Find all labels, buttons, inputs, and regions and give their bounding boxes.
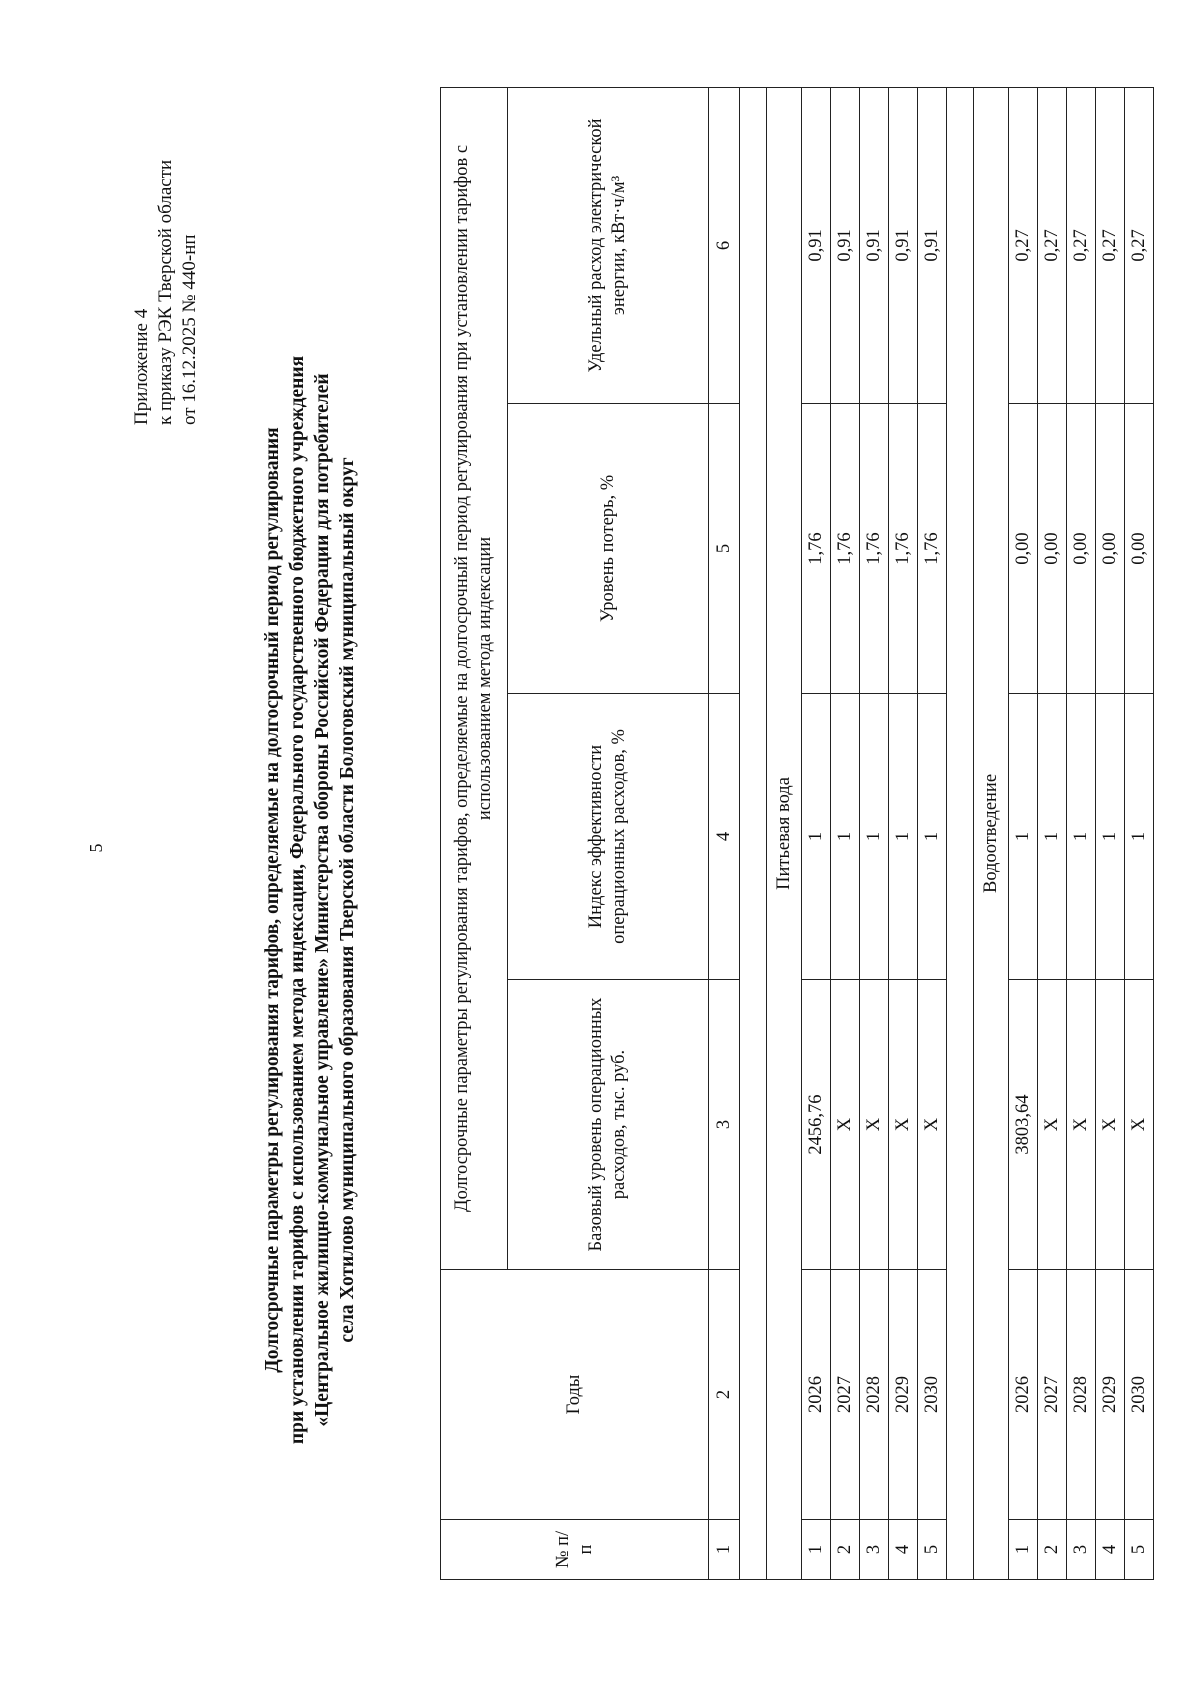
row-base-opex: 2456,76 (802, 980, 831, 1270)
row-loss-level: 1,76 (802, 404, 831, 694)
row-efficiency-index: 1 (1009, 694, 1038, 980)
table-row (860, 87, 889, 1579)
row-number: 1 (1009, 1520, 1038, 1580)
row-year: 2026 (1009, 1270, 1038, 1520)
table-row (889, 87, 918, 1579)
row-year: 2029 (889, 1270, 918, 1520)
row-energy-consumption: 0,91 (889, 87, 918, 403)
header-year: Годы (441, 1270, 709, 1520)
row-year: 2027 (1038, 1270, 1067, 1520)
row-year: 2026 (802, 1270, 831, 1520)
row-base-opex: 3803,64 (1009, 980, 1038, 1270)
title-line: Долгосрочные параметры регулирования тарифов, определяемые на долгосрочный период регулирования (262, 427, 283, 1373)
row-efficiency-index: 1 (831, 694, 860, 980)
table-body (709, 87, 1154, 1579)
section-title: Водоотведение (974, 87, 1009, 1579)
spacer-cell (947, 87, 974, 1579)
row-loss-level: 1,76 (860, 404, 889, 694)
appendix-reference (130, 85, 202, 425)
title-line: «Центральное жилищно-коммунальное управление» Министерства обороны Российской Федерации для потребителей (312, 373, 333, 1427)
row-loss-level: 1,76 (889, 404, 918, 694)
row-loss-level: 0,00 (1038, 404, 1067, 694)
row-energy-consumption: 0,91 (831, 87, 860, 403)
row-efficiency-index: 1 (1096, 694, 1125, 980)
table-row (1067, 87, 1096, 1579)
spacer-cell (740, 87, 767, 1579)
table-row (802, 87, 831, 1579)
column-number: 6 (709, 87, 740, 403)
page-number: 5 (86, 843, 106, 853)
column-number: 5 (709, 404, 740, 694)
section-row (767, 87, 802, 1579)
row-energy-consumption: 0,91 (918, 87, 947, 403)
row-year: 2028 (860, 1270, 889, 1520)
row-base-opex: X (860, 980, 889, 1270)
column-number: 2 (709, 1270, 740, 1520)
row-efficiency-index: 1 (1038, 694, 1067, 980)
table-row (918, 87, 947, 1579)
row-number: 2 (1038, 1520, 1067, 1580)
column-number: 1 (709, 1520, 740, 1580)
tariff-parameters-table (440, 87, 1154, 1580)
document-title (260, 230, 360, 1570)
appendix-line: к приказу РЭК Тверской области (155, 159, 176, 425)
row-energy-consumption: 0,27 (1096, 87, 1125, 403)
row-year: 2030 (918, 1270, 947, 1520)
row-number: 3 (860, 1520, 889, 1580)
row-loss-level: 0,00 (1096, 404, 1125, 694)
row-efficiency-index: 1 (1067, 694, 1096, 980)
header-loss-level: Уровень потерь, % (508, 404, 709, 694)
row-loss-level: 1,76 (831, 404, 860, 694)
row-base-opex: X (918, 980, 947, 1270)
column-number: 4 (709, 694, 740, 980)
row-base-opex: X (831, 980, 860, 1270)
row-energy-consumption: 0,27 (1038, 87, 1067, 403)
table-row (1096, 87, 1125, 1579)
row-efficiency-index: 1 (802, 694, 831, 980)
row-energy-consumption: 0,27 (1067, 87, 1096, 403)
row-number: 2 (831, 1520, 860, 1580)
header-energy-consumption: Удельный расход электрической энергии, кВт·ч/м³ (508, 87, 709, 403)
row-energy-consumption: 0,27 (1009, 87, 1038, 403)
row-efficiency-index: 1 (918, 694, 947, 980)
row-energy-consumption: 0,91 (860, 87, 889, 403)
row-energy-consumption: 0,91 (802, 87, 831, 403)
row-year: 2027 (831, 1270, 860, 1520)
row-number: 3 (1067, 1520, 1096, 1580)
header-number: № п/п (441, 1520, 709, 1580)
column-number: 3 (709, 980, 740, 1270)
row-base-opex: X (1067, 980, 1096, 1270)
row-number: 5 (918, 1520, 947, 1580)
title-line: села Хотилово муниципального образования Тверской области Бологовский муниципальный округ (337, 457, 358, 1343)
row-year: 2030 (1125, 1270, 1154, 1520)
row-efficiency-index: 1 (860, 694, 889, 980)
column-number-row (709, 87, 740, 1579)
header-parameter-group: Долгосрочные параметры регулирования тарифов, определяемые на долгосрочный период регулирования при установлении тарифов с использованием метода индексации (441, 87, 508, 1269)
row-year: 2028 (1067, 1270, 1096, 1520)
table-row (1125, 87, 1154, 1579)
row-efficiency-index: 1 (889, 694, 918, 980)
row-base-opex: X (1096, 980, 1125, 1270)
row-loss-level: 1,76 (918, 404, 947, 694)
appendix-line: от 16.12.2025 № 440-нп (179, 234, 200, 425)
row-number: 4 (889, 1520, 918, 1580)
section-title: Питьевая вода (767, 87, 802, 1579)
row-energy-consumption: 0,27 (1125, 87, 1154, 403)
row-number: 5 (1125, 1520, 1154, 1580)
title-line: при установлении тарифов с использованием метода индексации, Федерального государственного бюджетного учреждения (287, 355, 308, 1445)
row-base-opex: X (1038, 980, 1067, 1270)
table-row (1038, 87, 1067, 1579)
row-base-opex: X (889, 980, 918, 1270)
spacer-row (947, 87, 974, 1579)
row-efficiency-index: 1 (1125, 694, 1154, 980)
row-number: 1 (802, 1520, 831, 1580)
table-row (831, 87, 860, 1579)
section-row (974, 87, 1009, 1579)
spacer-row (740, 87, 767, 1579)
header-efficiency-index: Индекс эффективности операционных расходов, % (508, 694, 709, 980)
rotated-page-content (60, 60, 1180, 1660)
row-number: 4 (1096, 1520, 1125, 1580)
table-row (1009, 87, 1038, 1579)
header-base-opex: Базовый уровень операционных расходов, тыс. руб. (508, 980, 709, 1270)
appendix-line: Приложение 4 (131, 308, 152, 425)
row-loss-level: 0,00 (1009, 404, 1038, 694)
row-loss-level: 0,00 (1067, 404, 1096, 694)
row-loss-level: 0,00 (1125, 404, 1154, 694)
row-base-opex: X (1125, 980, 1154, 1270)
row-year: 2029 (1096, 1270, 1125, 1520)
